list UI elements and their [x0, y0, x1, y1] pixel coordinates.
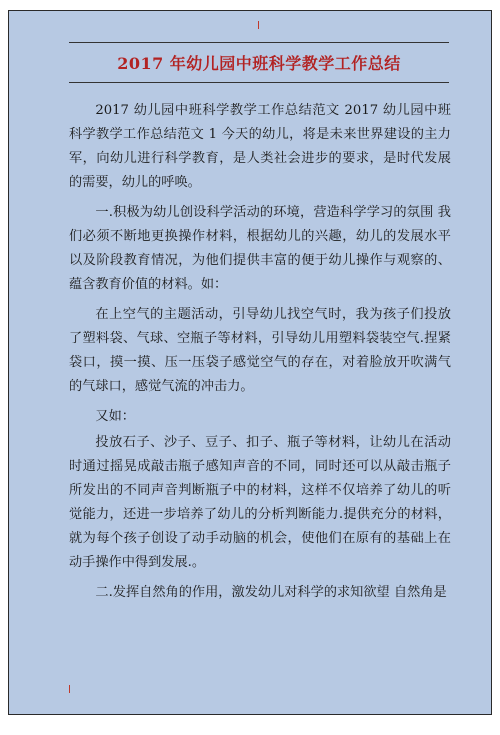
paragraph-another-example-label: 又如：	[95, 409, 135, 424]
paragraph-air-example: 在上空气的主题活动，引导幼儿找空气时，我为孩子们投放了塑料袋、气球、空瓶子等材料，引导幼儿用塑料袋装空气.捏紧袋口，摸一摸、压一压袋子感觉空气的存在，对着脸放开吹满气的气球口，感觉气流的冲击力。	[69, 307, 451, 394]
header-rule-top	[69, 42, 449, 43]
document-body	[69, 99, 451, 611]
document-page	[8, 10, 492, 715]
header-rule-bottom	[69, 82, 449, 83]
paragraph-intro: 2017 幼儿园中班科学教学工作总结范文 2017 幼儿园中班科学教学工作总结范文 1 今天的幼儿，将是未来世界建设的主力军，向幼儿进行科学教育，是人类社会进步的要求，是时代发展的需要，幼儿的呼唤。	[69, 103, 451, 190]
paragraph-section-two: 二.发挥自然角的作用，激发幼儿对科学的求知欲望 自然角是	[95, 585, 447, 600]
page-bottom-marker	[69, 685, 70, 693]
document-title: 2017 年幼儿园中班科学教学工作总结	[117, 54, 401, 73]
paragraph-sound-example: 投放石子、沙子、豆子、扣子、瓶子等材料，让幼儿在活动时通过摇晃成敲击瓶子感知声音的不同，同时还可以从敲击瓶子所发出的不同声音判断瓶子中的材料，这样不仅培养了幼儿的听觉能力，还进一步培养了幼儿的分析判断能力.提供充分的材料，就为每个孩子创设了动手动脑的机会，使他们在原有的基础上在动手操作中得到发展.。	[69, 435, 451, 570]
paragraph-section-one: 一.积极为幼儿创设科学活动的环境，营造科学学习的氛围 我们必须不断地更换操作材料，根据幼儿的兴趣，幼儿的发展水平以及阶段教育情况，为他们提供丰富的便于幼儿操作与观察的、蕴含教育价值的材料。如：	[69, 205, 451, 292]
page-top-marker	[258, 21, 259, 29]
